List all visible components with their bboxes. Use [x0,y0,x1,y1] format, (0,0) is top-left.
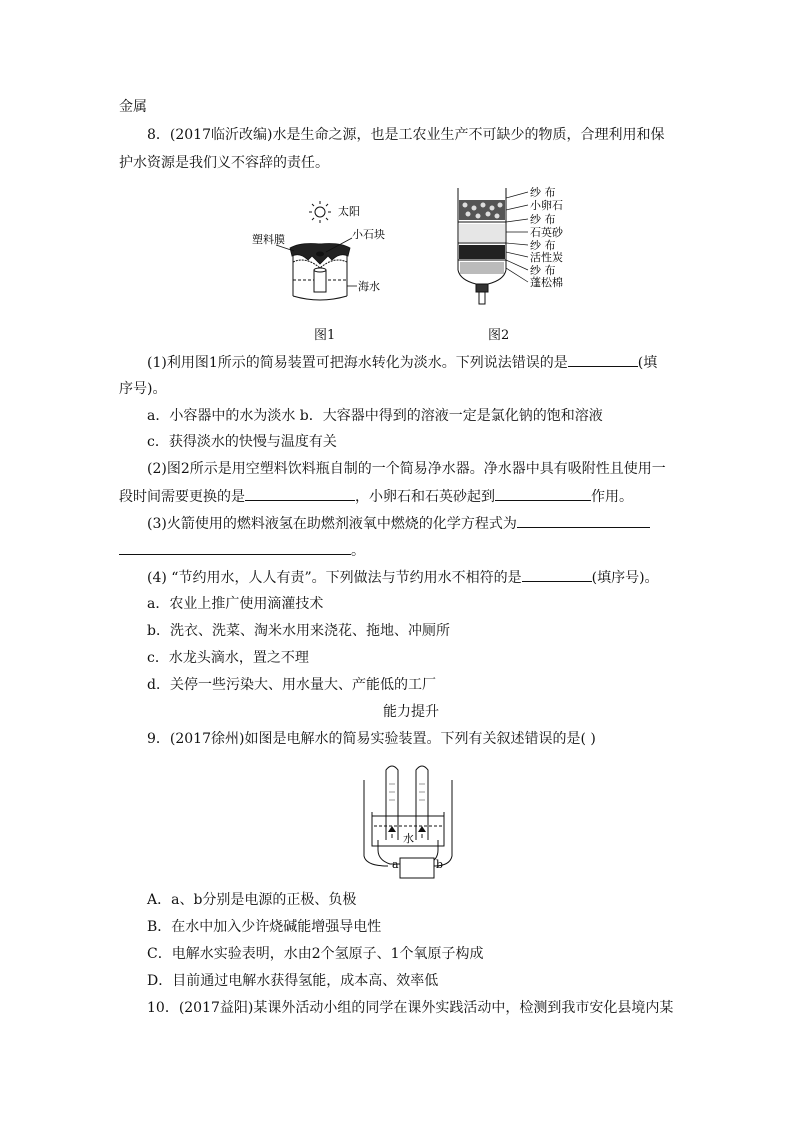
film-label: 塑料膜 [252,233,285,246]
q8-part4-line1 [147,567,659,588]
q8-part3-line1 [147,513,650,534]
q8-part1-line1 [147,352,657,373]
q8-part3-end: 。 [351,543,365,559]
fig2-label-gauze-1: 纱 布 [530,186,556,199]
fig2-label-gauze-2: 纱 布 [530,213,556,226]
q8-part3-blank-2[interactable] [119,540,351,555]
fig2-label-gauze-4: 纱 布 [530,264,556,277]
q8-stem-line2: 护水资源是我们义不容辞的责任。 [119,155,329,171]
figure-1-caption: 图1 [314,328,336,343]
power-supply [400,858,434,878]
seawater-label: 海水 [358,280,380,293]
figure-1-solar-still [252,198,400,318]
q8-part2-line2 [119,486,633,507]
cotton-layer [460,262,504,274]
fig2-label-quartz-sand: 石英砂 [530,226,563,239]
q9-option-d: D．目前通过电解水获得氢能，成本高、效率低 [147,973,439,989]
electrode-a-label: a [392,858,399,871]
q8-part1-fill-hint: (填 [637,355,658,371]
fig2-label-pebbles: 小卵石 [530,199,563,212]
q8-part1-line2: 序号)。 [119,381,167,397]
figure-electrolysis-apparatus [358,760,458,884]
q8-part1-option-c: c．获得淡水的快慢与温度有关 [147,434,337,450]
q8-part4-option-b: b．洗衣、洗菜、淘米水用来浇花、拖地、冲厕所 [147,623,450,639]
q8-stem-line1: 8．(2017临沂改编)水是生命之源，也是工农业生产不可缺少的物质，合理利用和保 [147,127,665,143]
small-stone [316,252,324,257]
q8-part1-options-ab: a．小容器中的水为淡水 b．大容器中得到的溶液一定是氯化钠的饱和溶液 [147,408,603,424]
water-label: 水 [403,832,414,845]
q8-part3-blank-1[interactable] [517,513,650,528]
figure-2-caption: 图2 [488,328,510,343]
q8-part2-blank-1[interactable] [245,486,355,501]
q8-part2-blank-2[interactable] [495,486,591,501]
q10-stem: 10．(2017益阳)某课外活动小组的同学在课外实践活动中，检测到我市安化县境内某 [147,1000,674,1016]
q8-part4-fill-hint: (填序号)。 [591,570,659,586]
activated-carbon-layer [459,245,505,259]
q8-part3-line2 [119,540,365,561]
small-cup [314,268,326,292]
q9-option-b: B．在水中加入少许烧碱能增强导电性 [147,919,382,935]
q8-part4-option-c: c．水龙头滴水，置之不理 [147,650,309,666]
section-title: 能力提升 [383,704,439,720]
q9-option-c: C．电解水实验表明，水由2个氢原子、1个氧原子构成 [147,946,484,962]
stone-label: 小石块 [352,228,385,241]
fig2-label-activated-carbon: 活性炭 [530,251,563,264]
fig2-label-gauze-3: 纱 布 [530,239,556,252]
q8-part4-text: (4) “节约用水，人人有责”。下列做法与节约用水不相符的是 [147,570,522,586]
q8-part2-text-c: 作用。 [591,489,633,505]
q8-part1-answer-blank[interactable] [568,352,638,367]
figure-2-water-purifier [452,186,582,308]
electrode-b-label: b [436,858,444,871]
quartz-sand-layer [459,224,505,242]
sun-label: 太阳 [338,205,360,218]
q8-part2-text-b: ，小卵石和石英砂起到 [355,489,495,505]
q8-part4-option-d: d．关停一些污染大、用水量大、产能低的工厂 [147,677,436,693]
q8-part4-answer-blank[interactable] [522,567,592,582]
q9-option-a: A．a、b分别是电源的正极、负极 [147,892,357,908]
q8-part2-line1: (2)图2所示是用空塑料饮料瓶自制的一个简易净水器。净水器中具有吸附性且使用一 [147,461,666,477]
fig2-label-cotton: 蓬松棉 [530,276,563,289]
sun-icon [309,201,331,223]
outlet-valve [476,284,488,304]
header-tail-text: 金属 [119,99,147,115]
q8-part4-option-a: a．农业上推广使用滴灌技术 [147,596,324,612]
q8-part1-text: (1)利用图1所示的简易装置可把海水转化为淡水。下列说法错误的是 [147,355,568,371]
q9-stem: 9．(2017徐州)如图是电解水的简易实验装置。下列有关叙述错误的是( ) [147,731,596,747]
q8-part2-text-a: 段时间需要更换的是 [119,489,245,505]
q8-part3-text: (3)火箭使用的燃料液氢在助燃剂液氧中燃烧的化学方程式为 [147,516,517,532]
